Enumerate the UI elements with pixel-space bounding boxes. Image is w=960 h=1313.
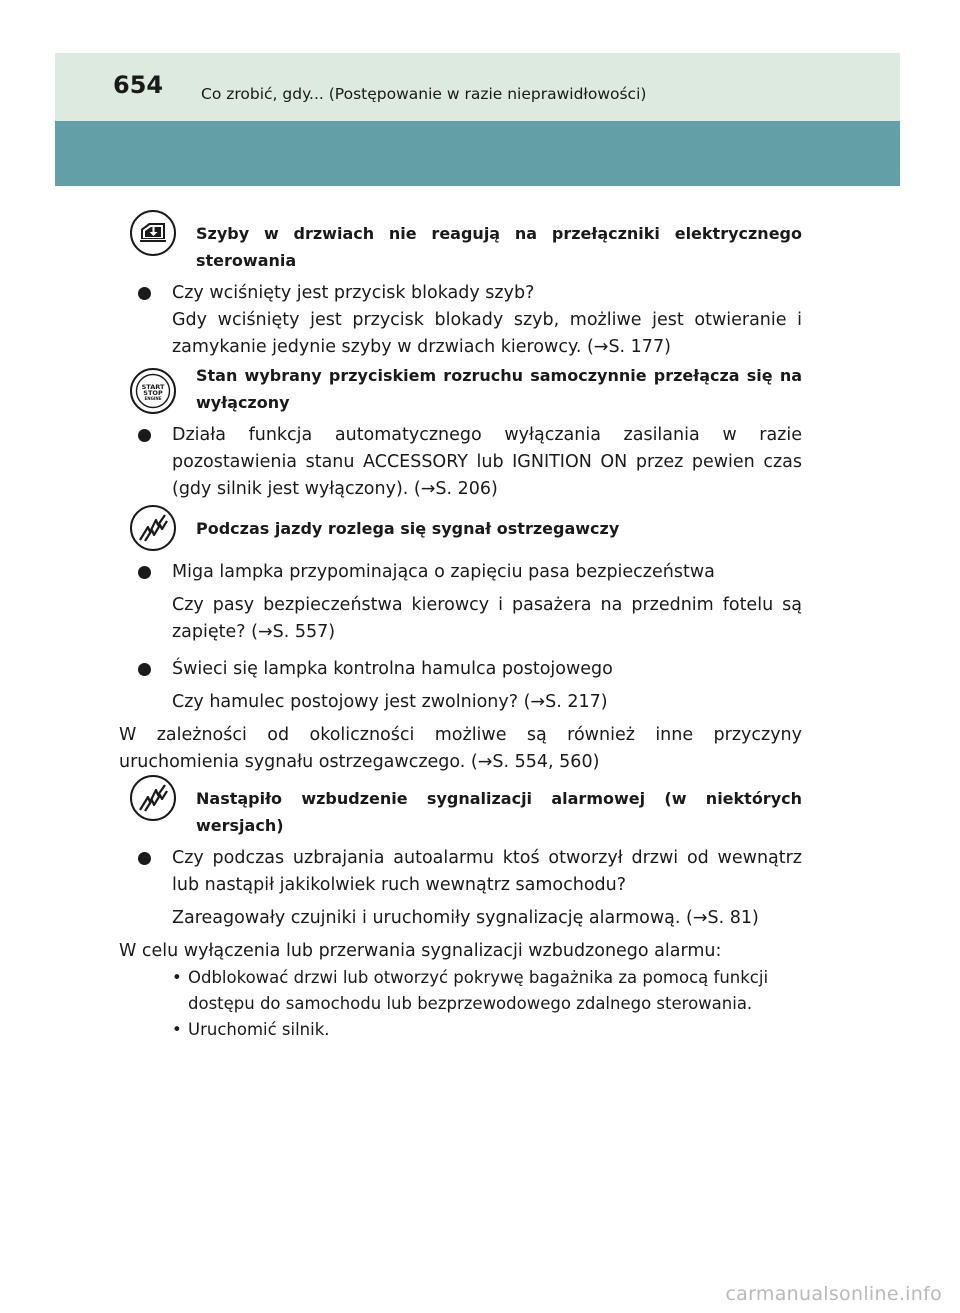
alarm-sound-icon (130, 775, 176, 821)
bullet-dot-icon (138, 287, 151, 300)
bullet-detail: Zareagowały czujniki i uruchomiły sygnalizację alarmową. (→S. 81) (172, 908, 759, 928)
sub-list (130, 965, 802, 1043)
sub-item-text: Uruchomić silnik. (188, 1020, 330, 1039)
section-warning-buzzer (119, 505, 802, 776)
bullet-dot-icon (138, 663, 151, 676)
bullet-text: Czy podczas uzbrajania autoalarmu ktoś otworzył drzwi od wewnątrz lub nastąpił jakikolwiek ruch wewnątrz samochodu? (172, 848, 802, 895)
section-header (130, 210, 802, 274)
bullet-item (130, 422, 802, 503)
sub-bullet: • (172, 1020, 182, 1039)
buzzer-sound-icon (130, 505, 176, 551)
chapter-title: Co zrobić, gdy... (Postępowanie w razie nieprawidłowości) (201, 85, 647, 103)
icon-label-start: START (141, 383, 165, 391)
bullet-item (130, 559, 802, 586)
section-title: Stan wybrany przyciskiem rozruchu samoczynnie przełącza się na wyłączony (196, 366, 802, 412)
sub-list-item (170, 1017, 802, 1043)
section-title: Szyby w drzwiach nie reagują na przełączniki elektrycznego sterowania (196, 224, 802, 270)
sub-bullet: • (172, 968, 182, 987)
section-header (130, 360, 802, 416)
section-title: Podczas jazdy rozlega się sygnał ostrzegawczy (196, 519, 620, 538)
bullet-text: Czy wciśnięty jest przycisk blokady szyb? (172, 283, 535, 303)
section-header (130, 775, 802, 839)
bullet-dot-icon (138, 566, 151, 579)
engine-start-stop-icon (130, 368, 176, 414)
header-band (55, 53, 900, 186)
section-auto-power-off (130, 360, 802, 503)
bullet-dot-icon (138, 429, 151, 442)
section-header (130, 505, 802, 553)
sub-item-text: Odblokować drzwi lub otworzyć pokrywę bagażnika za pomocą funkcji dostępu do samochodu lub bezprzewodowego zdalnego sterowania. (188, 968, 769, 1013)
bullet-text: Miga lampka przypominająca o zapięciu pasa bezpieczeństwa (172, 562, 715, 582)
header-title-strip (55, 53, 900, 121)
section-title: Nastąpiło wzbudzenie sygnalizacji alarmowej (w niektórych wersjach) (196, 789, 802, 835)
bullet-dot-icon (138, 852, 151, 865)
sub-list-item (170, 965, 802, 1017)
section-power-windows (130, 210, 802, 361)
watermark-text: carmanualsonline.info (725, 1283, 942, 1305)
bullet-detail: Czy pasy bezpieczeństwa kierowcy i pasażera na przednim fotelu są zapięte? (→S. 557) (172, 595, 802, 642)
icon-label-stop: STOP (143, 389, 163, 397)
bullet-text: Świeci się lampka kontrolna hamulca postojowego (172, 659, 613, 679)
bullet-text: Działa funkcja automatycznego wyłączania zasilania w razie pozostawienia stanu ACCESSORY lub IGNITION ON przez pewien czas (gdy silnik jest wyłączony). (→S. 206) (172, 425, 802, 499)
bullet-detail: Czy hamulec postojowy jest zwolniony? (→S. 217) (172, 692, 608, 712)
bullet-item (130, 845, 802, 899)
bullet-item (130, 280, 802, 307)
page-number: 654 (113, 71, 164, 99)
bullet-detail: Gdy wciśnięty jest przycisk blokady szyb, możliwe jest otwieranie i zamykanie jedynie szyby w drzwiach kierowcy. (→S. 177) (172, 310, 802, 357)
section-alarm (119, 775, 802, 1043)
section-note: W celu wyłączenia lub przerwania sygnalizacji wzbudzonego alarmu: (119, 941, 722, 961)
section-note: W zależności od okoliczności możliwe są również inne przyczyny uruchomienia sygnału ostrzegawczego. (→S. 554, 560) (119, 725, 802, 772)
power-window-icon (130, 210, 176, 256)
icon-label-engine: ENGINE (144, 396, 162, 401)
bullet-item (130, 656, 802, 683)
